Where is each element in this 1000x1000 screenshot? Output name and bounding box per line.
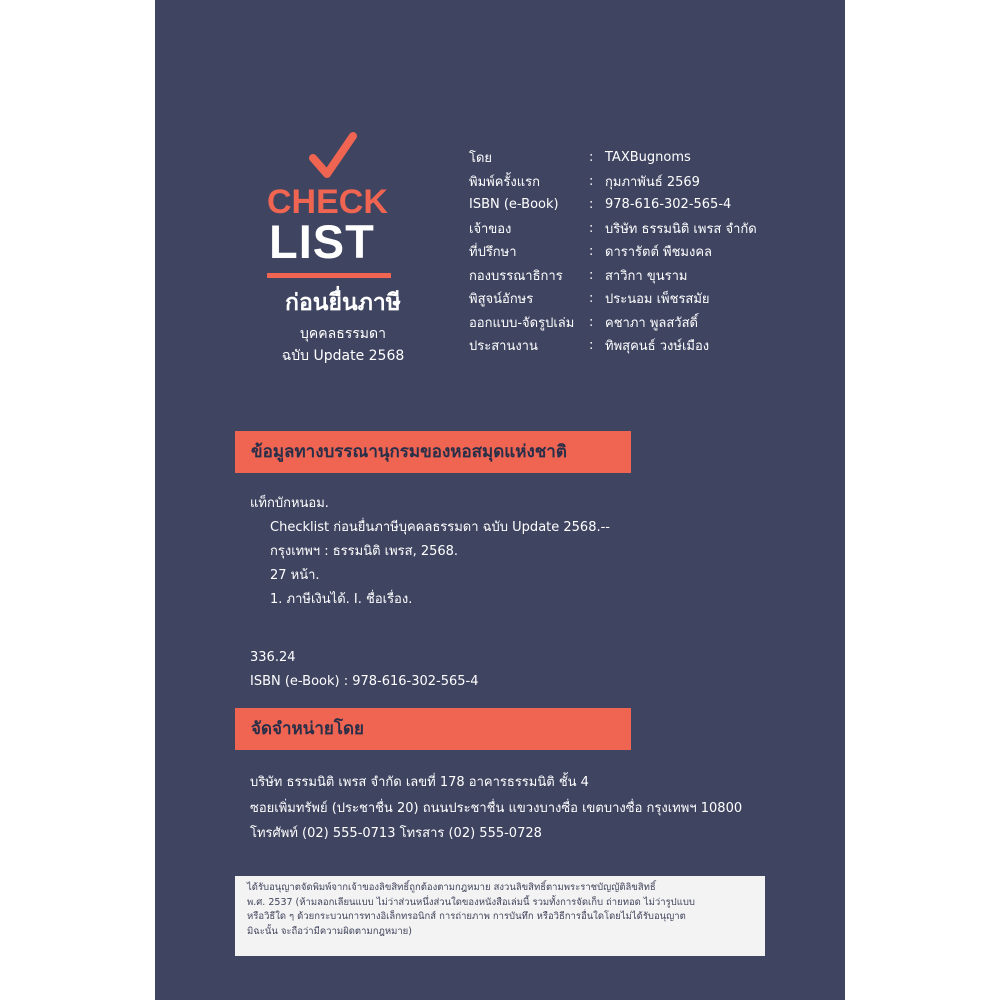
credit-row — [469, 287, 839, 311]
distribution-heading: จัดจำหน่ายโดย — [235, 708, 631, 750]
credit-label: พิมพ์ครั้งแรก — [469, 174, 540, 190]
copyright-notice — [235, 876, 765, 956]
credit-value: 978-616-302-565-4 — [605, 197, 732, 213]
copyright-page — [155, 0, 845, 1000]
credit-colon: : — [589, 291, 594, 307]
catalog-heading: ข้อมูลทางบรรณานุกรมของหอสมุดแห่งชาติ — [235, 431, 631, 473]
credit-colon: : — [589, 338, 594, 354]
credit-row — [469, 146, 839, 170]
credit-label: ISBN (e-Book) — [469, 197, 559, 213]
catalog-entry — [250, 492, 830, 694]
catalog-line: 27 หน้า. — [270, 568, 320, 583]
credit-colon: : — [589, 150, 594, 166]
credit-value: ประนอม เพ็ชรสมัย — [605, 292, 710, 308]
catalog-spacer — [250, 612, 830, 646]
credit-value: ดารารัตต์ พืชมงคล — [605, 245, 712, 261]
logo-underline — [267, 273, 391, 278]
credits-list — [469, 146, 839, 358]
subtitle-line: ฉบับ Update 2568 — [281, 348, 405, 364]
credit-colon: : — [589, 314, 594, 330]
credit-label: โดย — [469, 151, 493, 167]
credit-value: บริษัท ธรรมนิติ เพรส จำกัด — [605, 221, 757, 237]
credit-colon: : — [589, 220, 594, 236]
credit-row — [469, 264, 839, 288]
credit-label: กองบรรณาธิการ — [469, 268, 563, 284]
credit-label: ออกแบบ-จัดรูปเล่ม — [469, 315, 575, 331]
distribution-line: บริษัท ธรรมนิติ เพรส จำกัด เลขที่ 178 อาคารธรรมนิติ ชั้น 4 — [250, 775, 589, 790]
credit-colon: : — [589, 173, 594, 189]
notice-line: ได้รับอนุญาตจัดพิมพ์จากเจ้าของลิขสิทธิ์ถูกต้องตามกฎหมาย สงวนลิขสิทธิ์ตามพระราชบัญญัติลิขสิทธิ์ — [247, 882, 656, 893]
credit-colon: : — [589, 267, 594, 283]
subtitle-line: บุคคลธรรมดา — [300, 326, 386, 342]
checkmark-icon — [307, 130, 359, 182]
credit-value: สาวิกา ขุนราม — [605, 268, 688, 284]
credit-colon: : — [589, 197, 594, 213]
logo-check-text: CHECK — [267, 183, 388, 221]
credit-row — [469, 311, 839, 335]
credit-label: ประสานงาน — [469, 339, 538, 355]
book-title: ก่อนยื่นภาษี — [285, 290, 401, 316]
credit-row — [469, 170, 839, 194]
credit-label: พิสูจน์อักษร — [469, 292, 534, 308]
credit-row — [469, 193, 839, 217]
book-subtitle — [253, 323, 433, 367]
catalog-isbn: ISBN (e-Book) : 978-616-302-565-4 — [250, 674, 479, 689]
credit-value: ทิพสุคนธ์ วงษ์เมือง — [605, 339, 710, 355]
logo-list-text: LIST — [269, 215, 375, 268]
credit-value: TAXBugnoms — [605, 150, 691, 166]
distribution-line: โทรศัพท์ (02) 555-0713 โทรสาร (02) 555-0728 — [250, 826, 542, 841]
catalog-author: แท็กบักหนอม. — [250, 496, 329, 511]
notice-line: พ.ศ. 2537 (ห้ามลอกเลียนแบบ ไม่ว่าส่วนหนึ่งส่วนใดของหนังสือเล่มนี้ รวมทั้งการจัดเก็บ ถ่ายทอด ไม่ว่ารูปแบบ — [247, 896, 695, 908]
credit-value: กุมภาพันธ์ 2569 — [605, 174, 700, 190]
credit-colon: : — [589, 244, 594, 260]
distribution-line: ซอยเพิ่มทรัพย์ (ประชาชื่น 20) ถนนประชาชื่น แขวงบางซื่อ เขตบางซื่อ กรุงเทพฯ 10800 — [250, 800, 743, 816]
credit-label: เจ้าของ — [469, 221, 512, 237]
distribution-address — [250, 770, 830, 847]
credit-row — [469, 240, 839, 264]
catalog-classification: 336.24 — [250, 650, 296, 665]
credit-row — [469, 334, 839, 358]
catalog-line: 1. ภาษีเงินได้. I. ชื่อเรื่อง. — [270, 592, 413, 607]
credit-row — [469, 217, 839, 241]
notice-line: หรือวิธีใด ๆ ด้วยกระบวนการทางอิเล็กทรอนิกส์ การถ่ายภาพ การบันทึก หรือวิธีการอื่นใดโดยไม่ได้รับอนุญาต — [247, 911, 686, 922]
catalog-line: Checklist ก่อนยื่นภาษีบุคคลธรรมดา ฉบับ Update 2568.-- — [270, 520, 610, 535]
notice-line: มิฉะนั้น จะถือว่ามีความผิดตามกฎหมาย) — [247, 925, 412, 937]
catalog-line: กรุงเทพฯ : ธรรมนิติ เพรส, 2568. — [270, 544, 459, 559]
credit-label: ที่ปรึกษา — [469, 245, 517, 261]
credit-value: คชาภา พูลสวัสดิ์ — [605, 315, 698, 331]
